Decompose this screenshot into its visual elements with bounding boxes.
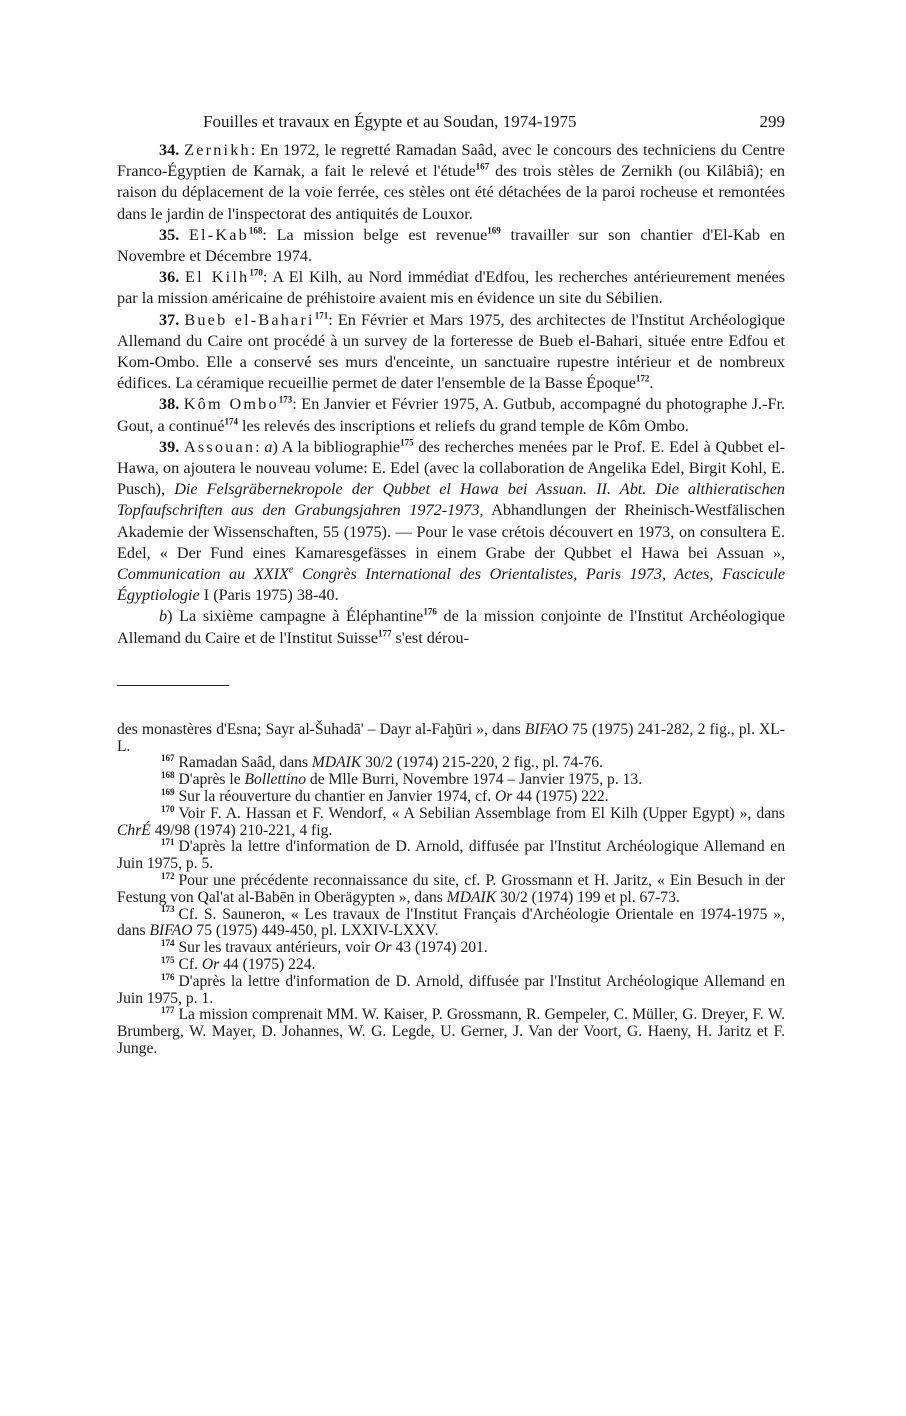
footnotes — [117, 722, 785, 1058]
paragraph-37 — [117, 310, 785, 395]
site-name: Bueb el-Bahari — [184, 310, 315, 329]
footnote-number: 172 — [161, 870, 175, 881]
note-text: Cf. — [178, 956, 202, 974]
footnote-ref[interactable]: 168 — [248, 225, 263, 236]
journal-abbrev: Or — [495, 788, 513, 806]
site-name: El-Kab — [188, 225, 249, 244]
footnote-170 — [117, 803, 785, 840]
note-text: 30/2 (1974) 215-220, 2 fig., pl. 74-76. — [361, 754, 603, 772]
site-name: El Kilh — [185, 268, 250, 287]
paragraph-text: des recherches menées par le Prof. E. Edel à Qubbet el-Hawa, on ajoutera le nouveau volume: E. Edel (avec la collaboration de Angelika Edel, Birgit Kohl, E. Pusch), — [117, 437, 785, 499]
footnote-ref[interactable]: 174 — [224, 416, 238, 427]
paragraph-text: travailler sur son chantier d'El-Kab en Novembre et Décembre 1974. — [117, 225, 785, 266]
paragraph-text: : A El Kilh, au Nord immédiat d'Edfou, les recherches antérieurement menées par la mission américaine de préhistoire avaient mis en évidence un site du Sébilien. — [117, 268, 786, 308]
sub-label: a — [264, 437, 273, 456]
footnote-number: 170 — [161, 803, 175, 814]
journal-abbrev: Bollettino — [244, 771, 307, 789]
note-text: 44 (1975) 222. — [512, 788, 609, 806]
book-title: Die Felsgräbernekropole der Qubbet el Hawa bei Assuan. II. Abt. Die althieratischen Topfaufschriften aus den Grabungsjahren 1972-1973, — [117, 480, 785, 520]
footnote-continued — [117, 722, 785, 756]
paragraph-text: : La mission belge est revenue — [262, 225, 488, 244]
paragraph-text: Abhandlungen der Rheinisch-Westfälischen Akademie der Wissenschaften, 55 (1975). — Pour le vase crétois découvert en 1973, on consultera E. Edel, « Der Fund eines Kamaresgefässes in einem Grabe der Qubbet el Hawa bei Assuan », — [117, 501, 785, 562]
proceedings-title: Congrès International des Orientalistes, Paris 1973, Actes, Fascicule Égyptiologie — [117, 565, 785, 605]
paragraph-text: les relevés des inscriptions et reliefs du grand temple de Kôm Ombo. — [237, 416, 689, 435]
footnote-number: 169 — [161, 786, 175, 797]
paragraph-text: : En Janvier et Février 1975, A. Gutbub, accompagné du photographe J.-Fr. Gout, a continué — [117, 395, 785, 435]
footnote-ref[interactable]: 175 — [400, 437, 414, 448]
paragraph-38 — [117, 394, 785, 436]
note-text: La mission comprenait MM. W. Kaiser, P. Grossmann, R. Gempeler, C. Müller, G. Dreyer, F. W. Brumberg, W. Mayer, D. Johannes, W. G. Legde, U. Gerner, J. Van der Voort, G. Haeny, H. Jaritz et F. Junge. — [117, 1006, 785, 1058]
paragraph-39b — [117, 606, 785, 648]
note-text: Cf. S. Sauneron, « Les travaux de l'Institut Français d'Archéologie Orientale en 1974-1975 », dans — [117, 905, 785, 940]
footnote-172 — [117, 870, 785, 907]
footnote-ref[interactable]: 177 — [377, 628, 392, 639]
note-text: 49/98 (1974) 210-221, 4 fig. — [150, 821, 333, 839]
footnote-ref[interactable]: 170 — [249, 267, 263, 278]
footnote-175 — [117, 954, 785, 974]
note-text: Sur les travaux antérieurs, voir — [178, 939, 375, 957]
paragraph-text: ) La sixième campagne à Éléphantine — [167, 607, 424, 626]
footnote-ref[interactable]: 171 — [314, 310, 329, 321]
site-name: Zernikh — [184, 141, 251, 159]
sub-label: b — [159, 607, 168, 626]
ordinal-sup: e — [288, 564, 294, 576]
paragraph-number: 38. — [159, 395, 180, 414]
note-text: 75 (1975) 449-450, pl. LXXIV-LXXV. — [192, 922, 439, 940]
paragraph-39: 39. Assouan: a) A la bibliographie$^{175}$ des recherches menées par le Prof. E. Edel à Qubbet el-Hawa, on ajoutera le nouveau volume: E. Edel (avec la collaboration de Angelika Edel, Birgit Kohl, E. Pusch), Die Felsgräbernekropole der Qubbet el Hawa bei Assuan. II. Abt. Die althieratischen Topfaufschriften aus den Grabungsjahren 1972-1973, Abhandlungen der Rheinisch-Westfälischen Akademie der Wissenschaften, 55 (1975). — Pour le vase crétois découvert en 1973, on consultera E. Edel, « Der Fund eines Kamaresgefässes in einem Grabe der Qubbet el Hawa bei Assuan », Communication au XXIXe Congrès International des Orientalistes, Paris 1973, Actes, Fascicule Égyptiologie I (Paris 1975) 38-40. — [117, 437, 785, 605]
footnote-number: 171 — [161, 837, 175, 848]
footnote-167 — [117, 755, 785, 772]
footnote-171 — [117, 839, 785, 873]
paragraph-34 — [117, 140, 785, 225]
note-text: D'après la lettre d'information de D. Arnold, diffusée par l'Institut Archéologique Allemand en Juin 1975, p. 5. — [117, 838, 785, 873]
paragraph-36 — [117, 267, 785, 309]
footnote-177 — [117, 1007, 785, 1057]
footnote-ref[interactable]: 167 — [475, 161, 490, 172]
footnote-169 — [117, 786, 785, 806]
note-text: Pour une précédente reconnaissance du site, cf. P. Grossmann et H. Jaritz, « Ein Besuch in der Festung von Qal'at al-Babēn in Oberägypten », dans — [117, 872, 785, 906]
running-title: Fouilles et travaux en Égypte et au Soudan, 1974-1975 — [203, 112, 577, 131]
footnote-number: 175 — [161, 954, 175, 965]
footnote-number: 173 — [161, 904, 175, 915]
footnote-number: 174 — [161, 938, 175, 949]
body-text — [117, 140, 785, 649]
paragraph-text: : En Février et Mars 1975, des architectes de l'Institut Archéologique Allemand du Caire ont procédé à un survey de la forteresse de Bueb el-Bahari, située entre Edfou et Kom-Ombo. Elle a conservé ses murs d'enceinte, un sanctuaire rupestre intérieur et de nombreux édifices. La céramique recueillie permet de dater l'ensemble de la Basse Époque — [117, 310, 785, 393]
footnote-ref[interactable]: 172 — [635, 373, 650, 384]
note-text: Voir F. A. Hassan et F. Wendorf, « A Sebilian Assemblage from El Kilh (Upper Egypt) », dans — [178, 804, 785, 822]
footnote-ref[interactable]: 173 — [278, 395, 293, 406]
note-text: Sur la réouverture du chantier en Janvier 1974, cf. — [178, 788, 496, 806]
note-text: des monastères d'Esna; Sayr al-Šuhadā' – Dayr al-Faḫūri », dans — [117, 720, 525, 738]
footnote-rule — [117, 685, 229, 686]
page — [117, 112, 785, 1058]
paragraph-number: 39. — [159, 437, 180, 456]
footnote-ref[interactable]: 176 — [423, 607, 437, 618]
paragraph-number: 37. — [159, 310, 180, 329]
paragraph-35 — [117, 225, 785, 267]
note-text: 43 (1974) 201. — [391, 939, 488, 957]
note-text: D'après le — [178, 771, 245, 789]
footnote-176 — [117, 971, 785, 1008]
note-text: 30/2 (1974) 199 et pl. 67-73. — [496, 888, 680, 906]
paragraph-number: 34. — [159, 141, 180, 159]
proceedings-title: Communication au XXIX — [117, 565, 289, 584]
paragraph-text: . — [649, 374, 654, 393]
note-text: 44 (1975) 224. — [219, 956, 316, 974]
journal-abbrev: Or — [201, 956, 220, 974]
footnote-number: 176 — [161, 971, 175, 982]
paragraph-text: : En 1972, le regretté Ramadan Saâd, avec le concours des techniciens du Centre Franco-Égyptien de Karnak, a fait le relevé et l'étude — [117, 141, 785, 181]
journal-abbrev: BIFAO — [524, 720, 568, 738]
running-head — [117, 112, 785, 140]
paragraph-text: ) A la bibliographie — [272, 437, 401, 456]
footnote-174 — [117, 940, 785, 957]
site-name: Kôm Ombo — [183, 395, 279, 414]
journal-abbrev: BIFAO — [149, 922, 193, 940]
paragraph-text: I (Paris 1975) 38-40. — [199, 586, 339, 605]
footnote-173 — [117, 904, 785, 941]
footnote-number: 168 — [161, 770, 175, 781]
paragraph-text: s'est dérou- — [391, 628, 470, 647]
note-text: 75 (1975) 241-282, 2 fig., pl. XL-L. — [117, 720, 785, 755]
journal-abbrev: MDAIK — [311, 754, 362, 772]
site-name: Assouan — [184, 437, 256, 456]
footnote-number: 177 — [161, 1005, 175, 1016]
paragraph-text: des trois stèles de Zernikh (ou Kilâbiâ); en raison du déplacement de la voie ferrée, ces stèles ont été détachées de la paroi rocheuse et remontées dans le jardin de l'inspectorat des antiquités de Louxor. — [117, 162, 786, 223]
note-text: D'après la lettre d'information de D. Arnold, diffusée par l'Institut Archéologique Allemand en Juin 1975, p. 1. — [117, 972, 785, 1007]
paragraph-number: 35. — [159, 225, 180, 244]
journal-abbrev: MDAIK — [446, 888, 497, 906]
footnote-number: 167 — [161, 753, 175, 764]
journal-abbrev: ChrÉ — [117, 821, 151, 839]
note-text: Ramadan Saâd, dans — [178, 754, 312, 772]
paragraph-text: de la mission conjointe de l'Institut Archéologique Allemand du Caire et de l'Institut Suisse — [117, 607, 785, 647]
footnote-ref[interactable]: 169 — [487, 225, 501, 236]
journal-abbrev: Or — [374, 939, 392, 957]
footnote-168 — [117, 772, 785, 789]
paragraph-number: 36. — [159, 268, 180, 287]
note-text: de Mlle Burri, Novembre 1974 – Janvier 1975, p. 13. — [306, 771, 643, 789]
page-number: 299 — [759, 112, 785, 131]
